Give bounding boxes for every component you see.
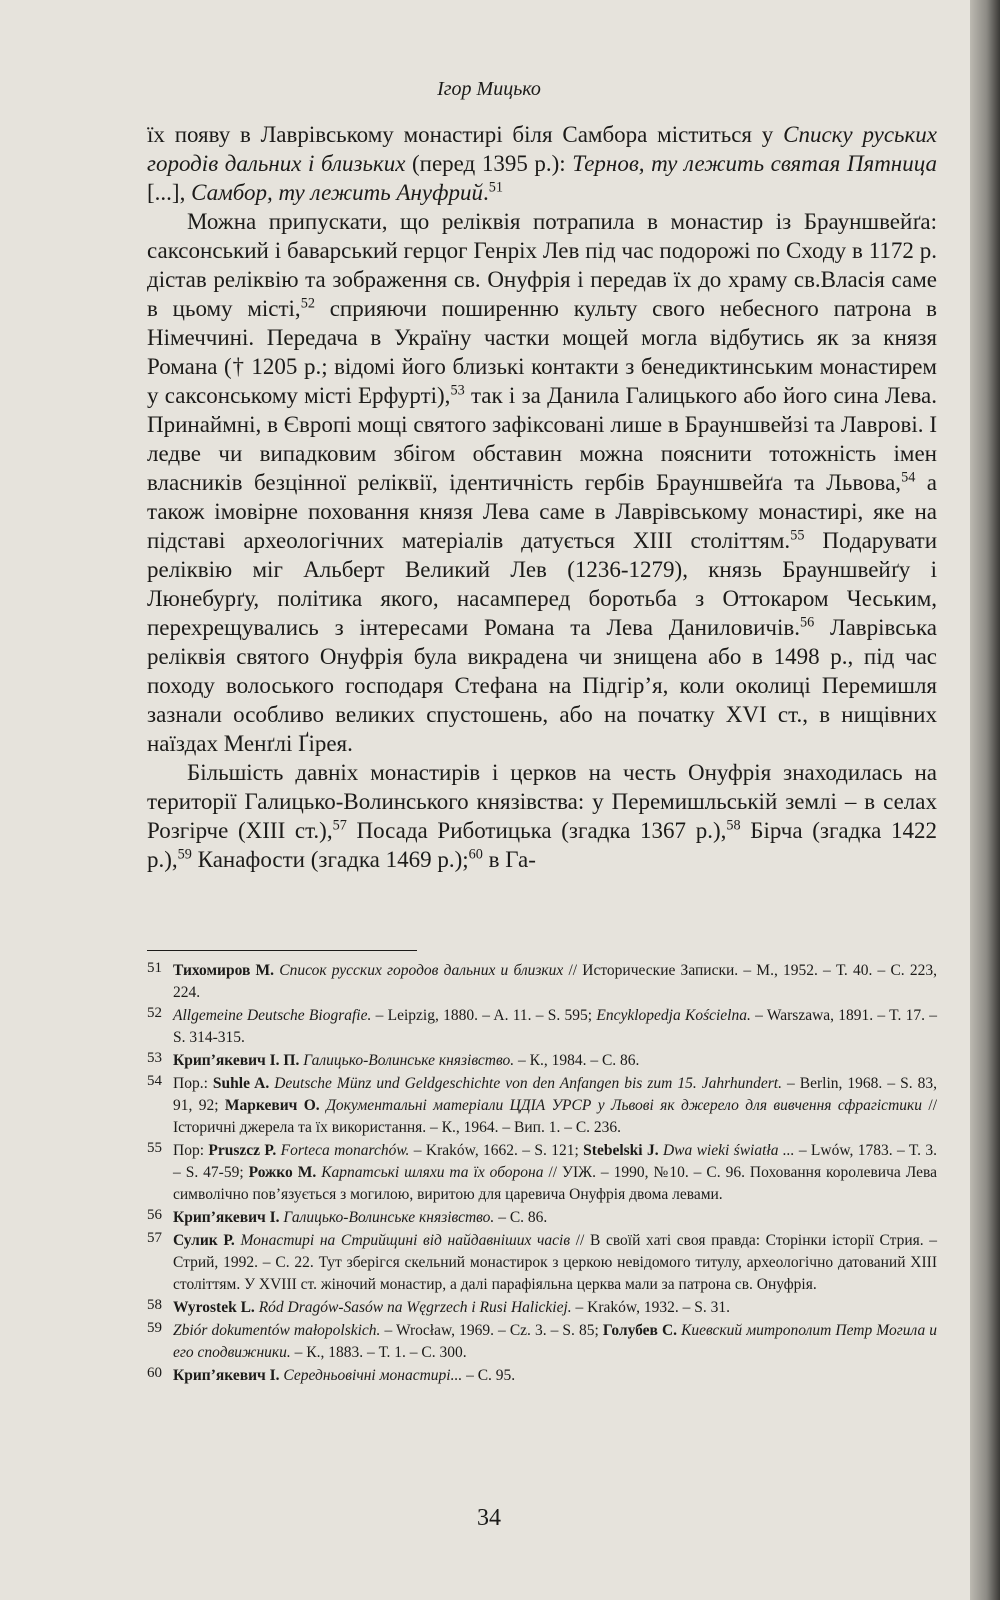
text-run: в Га- <box>482 847 536 872</box>
footnote-text: – Lwów, 1783. – T. 3. – S. 47-59; <box>173 1142 937 1181</box>
footnote-54 <box>147 1073 937 1139</box>
footnote-text: // УІЖ. – 1990, №10. – С. 96. Поховання королевича Лева символічно пов’язується з могилою, виритою для царевича Онуфрія двома левами. <box>173 1164 937 1203</box>
text-run: Бірча (згадка 1422 р.), <box>147 818 937 872</box>
footnote-ref: 52 <box>300 295 315 312</box>
footnote-58 <box>147 1297 937 1319</box>
footnote-number: 58 <box>147 1297 162 1313</box>
footnote-author: Голубев С. <box>602 1322 678 1339</box>
main-text <box>147 120 937 874</box>
paragraph-3 <box>147 758 937 874</box>
footnote-title: Ród Dragów-Sasów na Węgrzech i Rusi Halickiej. <box>258 1299 572 1316</box>
footnote-title: Документальні матеріали ЦДІА УРСР у Львові як джерело для вивчення сфрагістики <box>326 1097 923 1114</box>
footnote-number: 53 <box>147 1050 162 1066</box>
footnote-number: 57 <box>147 1230 162 1246</box>
footnote-text: // Исторические Записки. – М., 1952. – Т. 40. – С. 223, 224. <box>173 962 937 1001</box>
footnote-53 <box>147 1050 937 1072</box>
footnote-title: Zbiór dokumentów małopolskich. <box>173 1322 381 1339</box>
footnote-author: Тихомиров М. <box>173 962 275 979</box>
footnote-ref: 55 <box>790 527 805 544</box>
footnote-author: Маркевич О. <box>224 1097 320 1114</box>
text-run: Канафости (згадка 1469 р.); <box>191 847 469 872</box>
footnote-text: – К., 1984. – С. 86. <box>514 1052 640 1069</box>
footnote-author: Wyrostek L. <box>173 1299 255 1316</box>
footnote-title: Allgemeine Deutsche Biografie. <box>173 1007 372 1024</box>
text-run: . <box>482 180 489 205</box>
footnote-56 <box>147 1207 937 1229</box>
footnote-text: – Wrocław, 1969. – Cz. 3. – S. 85; <box>380 1322 603 1339</box>
footnote-text: – С. 86. <box>494 1209 548 1226</box>
footnote-number: 59 <box>147 1320 162 1336</box>
footnote-ref: 54 <box>901 469 916 486</box>
footnote-text: // Історичні джерела та їх використання. – К., 1964. – Вип. 1. – С. 236. <box>173 1097 937 1136</box>
footnote-divider <box>147 950 417 951</box>
footnote-59 <box>147 1320 937 1364</box>
footnote-text: – К., 1883. – Т. 1. – С. 300. <box>290 1344 467 1361</box>
text-run: а також імовірне поховання князя Лева саме в Лаврівському монастирі, яке на підставі археологічних матеріалів датується XIII століттям. <box>147 470 937 553</box>
footnote-text: – Kraków, 1662. – S. 121; <box>409 1142 584 1159</box>
footnote-author: Крип’якевич І. <box>173 1367 280 1384</box>
text-run: Посада Риботицька (згадка 1367 р.), <box>346 818 727 843</box>
footnote-title: Галицько-Волинське князівство. <box>303 1052 515 1069</box>
running-head: Ігор Мицько <box>437 78 541 100</box>
footnote-number: 56 <box>147 1207 162 1223</box>
footnote-51 <box>147 960 937 1004</box>
footnote-60 <box>147 1365 937 1387</box>
footnote-number: 52 <box>147 1005 162 1021</box>
footnote-author: Крип’якевич І. <box>173 1209 280 1226</box>
footnote-title: Список русских городов дальних и близких <box>279 962 564 979</box>
footnote-text: – Leipzig, 1880. – A. 11. – S. 595; <box>371 1007 597 1024</box>
footnote-author: Suhle A. <box>212 1075 270 1092</box>
text-run: Подарувати реліквію міг Альберт Великий Лев (1236-1279), князь Брауншвейґу і Люнебурґу, політика якого, насамперед боротьба з Оттокаром Чеським, перехрещувались з інтересами Романа та Лева Даниловичів. <box>147 528 938 640</box>
footnote-55 <box>147 1140 937 1206</box>
footnote-title: Середньовічні монастирі... <box>283 1367 463 1384</box>
footnote-title: Карпатські шляхи та їх оборона <box>321 1164 544 1181</box>
footnote-57 <box>147 1230 937 1296</box>
footnote-text: – С. 95. <box>462 1367 516 1384</box>
footnote-ref: 58 <box>726 817 741 834</box>
page-number: 34 <box>477 1505 501 1531</box>
footnote-text: // В своїй хаті своя правда: Сторінки історії Стрия. – Стрий, 1992. – С. 22. Тут зберігся скельний монастирок з церкою невідомого титулу, археологічно датований XIII століттям. У XVIII ст. жіночий монастир, а далі парафіяльна церква мали за патрона св. Онуфрія. <box>173 1232 938 1293</box>
footnotes <box>147 960 937 1388</box>
text-run: Більшість давніх монастирів і церков на честь Онуфрія знаходилась на території Галицько-Волинського князівства: у Перемишльській землі – в селах Розгірче (XIII ст.), <box>147 760 937 843</box>
text-run: сприяючи поширенню культу свого небесного патрона в Німеччині. Передача в Україну частки мощей могла відбутись як за князя Романа († 1205 р.; відомі його близькі контакти з бенедиктинським монастирем у саксонському місті Ерфурті), <box>147 296 937 408</box>
footnote-text: – Kraków, 1932. – S. 31. <box>571 1299 730 1316</box>
footnote-number: 51 <box>147 960 162 976</box>
footnote-author: Сулик Р. <box>173 1232 235 1249</box>
footnote-number: 60 <box>147 1365 162 1381</box>
footnote-ref: 57 <box>332 817 347 834</box>
footnote-ref: 56 <box>799 614 815 631</box>
text-run: [...], <box>147 180 192 205</box>
footnote-52 <box>147 1005 937 1049</box>
page-edge-shadow <box>970 0 1000 1600</box>
italic-quote: Самбор, ту лежить Ануфрий <box>191 180 483 205</box>
text-run: (перед 1395 р.): <box>405 151 573 176</box>
footnote-title: Encyklopedja Kościelna. <box>596 1007 751 1024</box>
footnote-title: Монастирі на Стрийщині від найдавніших часів <box>240 1232 571 1249</box>
text-run: їх появу в Лаврівському монастирі біля Самбора міститься у <box>147 122 784 147</box>
footnote-ref: 53 <box>450 382 465 399</box>
footnote-text: Пор.: <box>173 1075 213 1092</box>
footnote-ref: 59 <box>177 846 192 863</box>
footnote-title: Dwa wieki światła ... <box>662 1142 795 1159</box>
footnote-author: Крип’якевич І. П. <box>173 1052 300 1069</box>
footnote-title: Forteca monarchów. <box>280 1142 410 1159</box>
footnote-ref: 60 <box>468 846 483 863</box>
footnote-title: Deutsche Münz und Geldgeschichte von den Anfangen bis zum 15. Jahrhundert. <box>274 1075 782 1092</box>
paragraph-1 <box>147 120 937 207</box>
footnote-text: Пор: <box>173 1142 209 1159</box>
footnote-title: Киевский митрополит Петр Могила и его сподвижники. <box>173 1322 937 1361</box>
footnote-text: – Berlin, 1968. – S. 83, 91, 92; <box>173 1075 937 1114</box>
italic-title: Списку руських городів дальних і близьких <box>147 122 937 176</box>
footnote-number: 55 <box>147 1140 162 1156</box>
paragraph-2 <box>147 207 937 758</box>
footnote-number: 54 <box>147 1073 162 1089</box>
italic-quote: Тернов, ту лежить святая Пятница <box>572 151 937 176</box>
footnote-ref: 51 <box>488 179 503 196</box>
footnote-author: Stebelski J. <box>583 1142 659 1159</box>
text-run: Лаврівська реліквія святого Онуфрія була викрадена чи знищена або в 1498 р., під час походу волоського господаря Стефана на Підгір’я, коли околиці Перемишля зазнали особливо великих спустошень, або на початку XVI ст., в нищівних наїздах Менґлі Ґірея. <box>147 615 937 756</box>
footnote-text: – Warszawa, 1891. – T. 17. – S. 314-315. <box>173 1007 937 1046</box>
text-run: Можна припускати, що реліквія потрапила в монастир із Брауншвейґа: саксонський і баварський герцог Генріх Лев під час подорожі по Сходу в 1172 р. дістав реліквію та зображення св. Онуфрія і передав їх до храму св.Власія саме в цьому місті, <box>147 209 937 321</box>
footnote-title: Галицько-Волинське князівство. <box>283 1209 495 1226</box>
footnote-author: Рожко М. <box>248 1164 317 1181</box>
footnote-author: Pruszcz P. <box>208 1142 277 1159</box>
text-run: так і за Данила Галицького або його сина Лева. Принаймні, в Європі мощі святого зафіксовані лише в Брауншвейзі та Лаврові. І ледве чи випадковим збігом обставин можна пояснити тотожність імен власників безцінної реліквії, ідентичність гербів Брауншвейґа та Львова, <box>147 383 937 495</box>
